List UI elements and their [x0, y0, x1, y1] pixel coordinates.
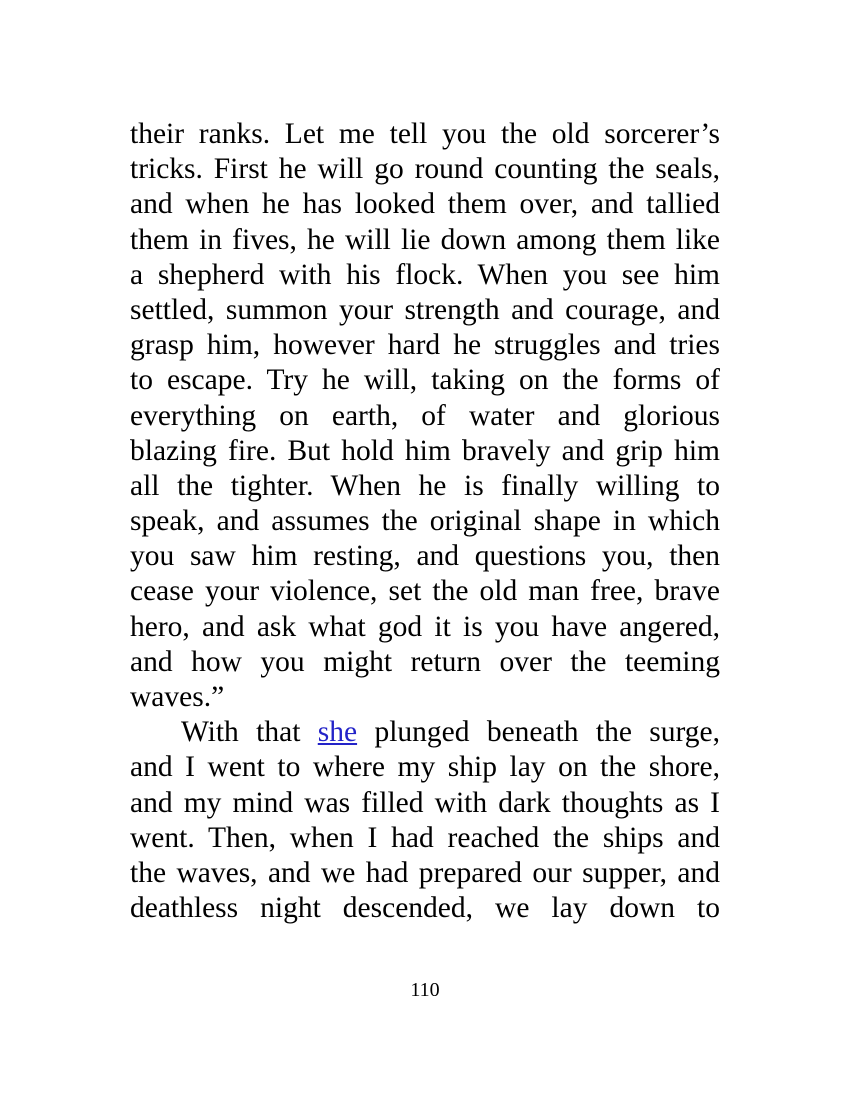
text-line: all the tighter. When he is finally willing to: [130, 469, 720, 502]
text-fragment: plunged beneath the surge,: [374, 716, 721, 749]
text-line: hero, and ask what god it is you have angered,: [130, 610, 720, 643]
text-line: them in fives, he will lie down among them like: [130, 223, 720, 256]
text-line: deathless night descended, we lay down to: [130, 892, 720, 925]
text-line: cease your violence, set the old man free, brave: [130, 575, 720, 608]
page-number: 110: [410, 979, 440, 1001]
text-line: settled, summon your strength and courage, and: [130, 293, 720, 326]
text-line: their ranks. Let me tell you the old sorcerer’s: [130, 118, 720, 150]
text-line: waves.”: [130, 681, 225, 713]
text-line: went. Then, when I had reached the ships and: [130, 821, 720, 854]
text-line-with-link: [130, 715, 720, 750]
text-line: to escape. Try he will, taking on the forms of: [130, 364, 720, 397]
she-link[interactable]: she: [317, 716, 358, 749]
page-body: [130, 117, 720, 926]
text-line: you saw him resting, and questions you, then: [130, 540, 720, 573]
text-line: speak, and assumes the original shape in which: [130, 505, 720, 538]
text-fragment: With that: [181, 716, 301, 749]
text-line: blazing fire. But hold him bravely and grip him: [130, 434, 720, 467]
text-line: tricks. First he will go round counting the seals,: [130, 153, 720, 186]
text-line: and I went to where my ship lay on the shore,: [130, 751, 720, 784]
text-line: and my mind was filled with dark thoughts as I: [130, 786, 720, 819]
text-line: and when he has looked them over, and tallied: [130, 188, 720, 221]
text-line: a shepherd with his flock. When you see him: [130, 258, 720, 291]
text-line: and how you might return over the teeming: [130, 645, 720, 678]
text-line: grasp him, however hard he struggles and tries: [130, 329, 720, 362]
text-line: the waves, and we had prepared our supper, and: [130, 856, 720, 889]
text-line: everything on earth, of water and glorious: [130, 399, 720, 432]
